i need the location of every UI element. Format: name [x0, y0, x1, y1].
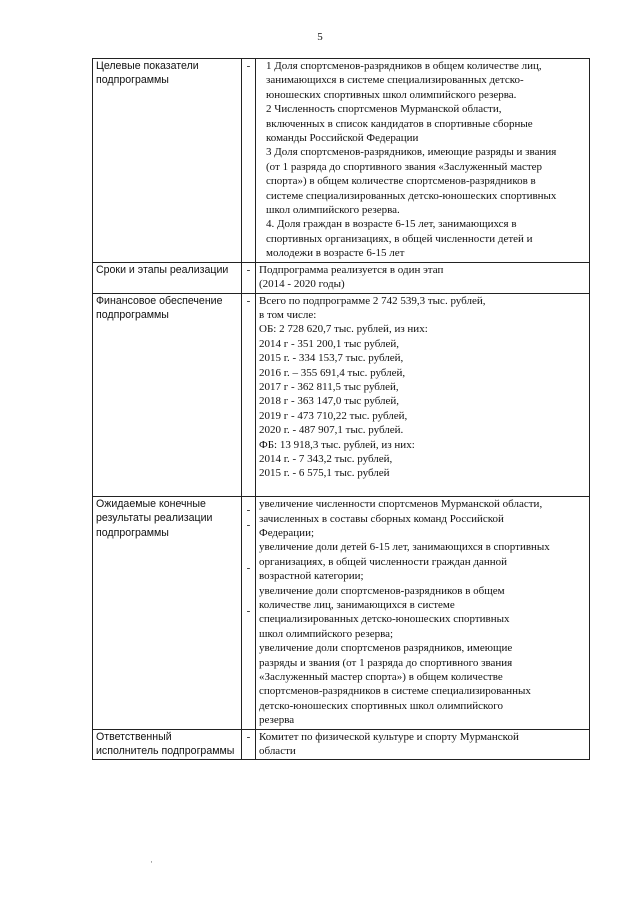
label-line: результаты реализации — [96, 512, 213, 525]
content-line: команды Российской Федерации — [266, 132, 419, 145]
content-line: 2014 г. - 7 343,2 тыс. рублей, — [259, 452, 393, 465]
label-line: подпрограммы — [96, 74, 169, 87]
content-line: в том числе: — [259, 308, 317, 321]
content-line: Всего по подпрограмме 2 742 539,3 тыс. рублей, — [259, 294, 486, 307]
content-line: (от 1 разряда до спортивного звания «Заслуженный мастер — [266, 160, 543, 173]
content-line: специализированных детско-юношеских спортивных — [259, 613, 510, 626]
content-line: увеличение доли спортсменов-разрядников в общем — [259, 584, 505, 597]
label-line: Сроки и этапы реализации — [96, 263, 229, 276]
content-line: возрастной категории; — [259, 570, 364, 583]
row-label — [93, 497, 242, 730]
page-number: 5 — [317, 31, 323, 43]
content-line: системе специализированных детско-юношеских спортивных — [266, 189, 557, 202]
content-line: Подпрограмма реализуется в один этап — [259, 263, 444, 276]
content-line: организациях, в общей численности граждан данной — [259, 555, 508, 568]
dash-mark: - — [246, 504, 251, 517]
table-row-executor — [93, 729, 590, 760]
content-line: ФБ: 13 918,3 тыс. рублей, из них: — [259, 438, 415, 451]
row-content — [256, 293, 590, 497]
content-line: 2018 г - 363 147,0 тыс рублей, — [259, 395, 400, 408]
content-line: 2014 г - 351 200,1 тыс рублей, — [259, 337, 400, 350]
content-line: Комитет по физической культуре и спорту Мурманской — [259, 730, 519, 743]
label-line: Ответственный — [96, 730, 172, 743]
content-line — [259, 481, 586, 495]
dash-mark — [245, 532, 252, 546]
row-label — [93, 729, 242, 760]
row-content — [256, 59, 590, 263]
content-line: 2019 г - 473 710,22 тыс. рублей, — [259, 409, 408, 422]
table-row-terms — [93, 262, 590, 293]
content-line: спорта») в общем количестве спортсменов-разрядников в — [266, 175, 536, 188]
stray-mark: · — [150, 857, 153, 867]
dash-mark — [245, 546, 252, 560]
content-line: резерва — [259, 714, 295, 727]
content-line: увеличение доли детей 6-15 лет, занимающихся в спортивных — [259, 541, 550, 554]
content-line: зачисленных в составы сборных команд Российской — [259, 512, 504, 525]
content-line: занимающихся в системе специализированных детско- — [266, 74, 524, 87]
label-line: Ожидаемые конечные — [96, 498, 206, 511]
content-line: 3 Доля спортсменов-разрядников, имеющие разряды и звания — [266, 146, 557, 159]
dash-mark: - — [246, 561, 251, 574]
table-row-targets — [93, 59, 590, 263]
content-line: «Заслуженный мастер спорта») в общем количестве — [259, 671, 503, 684]
content-line: 4. Доля граждан в возрасте 6-15 лет, занимающихся в — [266, 218, 517, 231]
subprogram-passport-table — [92, 58, 590, 760]
dash-cell: - — [242, 262, 256, 293]
content-line: 2017 г - 362 811,5 тыс рублей, — [259, 380, 399, 393]
row-content — [256, 729, 590, 760]
dash-mark: - — [246, 604, 251, 617]
table-row-financing — [93, 293, 590, 497]
content-line: 2015 г. - 334 153,7 тыс. рублей, — [259, 352, 404, 365]
content-line: количестве лиц, занимающихся в системе — [259, 599, 455, 612]
content-line: школ олимпийского резерва. — [266, 204, 400, 217]
content-line: ОБ: 2 728 620,7 тыс. рублей, из них: — [259, 323, 428, 336]
content-line: спортивных организациях, в общей численности детей и — [266, 232, 533, 245]
row-label — [93, 59, 242, 263]
content-line: Федерации; — [259, 526, 315, 539]
dash-mark: - — [246, 518, 251, 531]
content-line: школ олимпийского резерва; — [259, 627, 394, 640]
content-line: детско-юношеских спортивных школ олимпийского — [259, 699, 503, 712]
row-content — [256, 262, 590, 293]
content-line: увеличение численности спортсменов Мурманской области, — [259, 498, 543, 511]
content-line: увеличение доли спортсменов разрядников, имеющие — [259, 642, 513, 655]
row-label — [93, 293, 242, 497]
dash-cell: - — [242, 293, 256, 497]
content-line: включенных в список кандидатов в спортивные сборные — [266, 117, 533, 130]
content-line: 2020 г. - 487 907,1 тыс. рублей. — [259, 424, 404, 437]
content-line: 2016 г. – 355 691,4 тыс. рублей, — [259, 366, 406, 379]
dash-cell — [242, 497, 256, 730]
content-line: разряды и звания (от 1 разряда до спортивного звания — [259, 656, 513, 669]
content-line: спортсменов-разрядников в системе специализированных — [259, 685, 531, 698]
content-line: молодежи в возрасте 6-15 лет — [266, 247, 405, 260]
dash-mark — [245, 590, 252, 604]
content-line: 2015 г. - 6 575,1 тыс. рублей — [259, 467, 390, 480]
label-line: Финансовое обеспечение — [96, 294, 223, 307]
row-content — [256, 497, 590, 730]
row-label — [93, 262, 242, 293]
content-line: (2014 - 2020 годы) — [259, 278, 345, 291]
table-row-results — [93, 497, 590, 730]
label-line: Целевые показатели — [96, 60, 199, 72]
content-line: области — [259, 745, 296, 758]
content-line: юношеских спортивных школ олимпийского резерва. — [266, 88, 517, 101]
label-line: исполнитель подпрограммы — [96, 744, 235, 757]
label-line: подпрограммы — [96, 526, 169, 539]
dash-mark — [245, 575, 252, 589]
content-line: 2 Численность спортсменов Мурманской области, — [266, 103, 502, 116]
label-line: подпрограммы — [96, 308, 169, 321]
dash-cell: - — [242, 59, 256, 263]
dash-cell: - — [242, 729, 256, 760]
content-line: 1 Доля спортсменов-разрядников в общем количестве лиц, — [266, 60, 542, 72]
